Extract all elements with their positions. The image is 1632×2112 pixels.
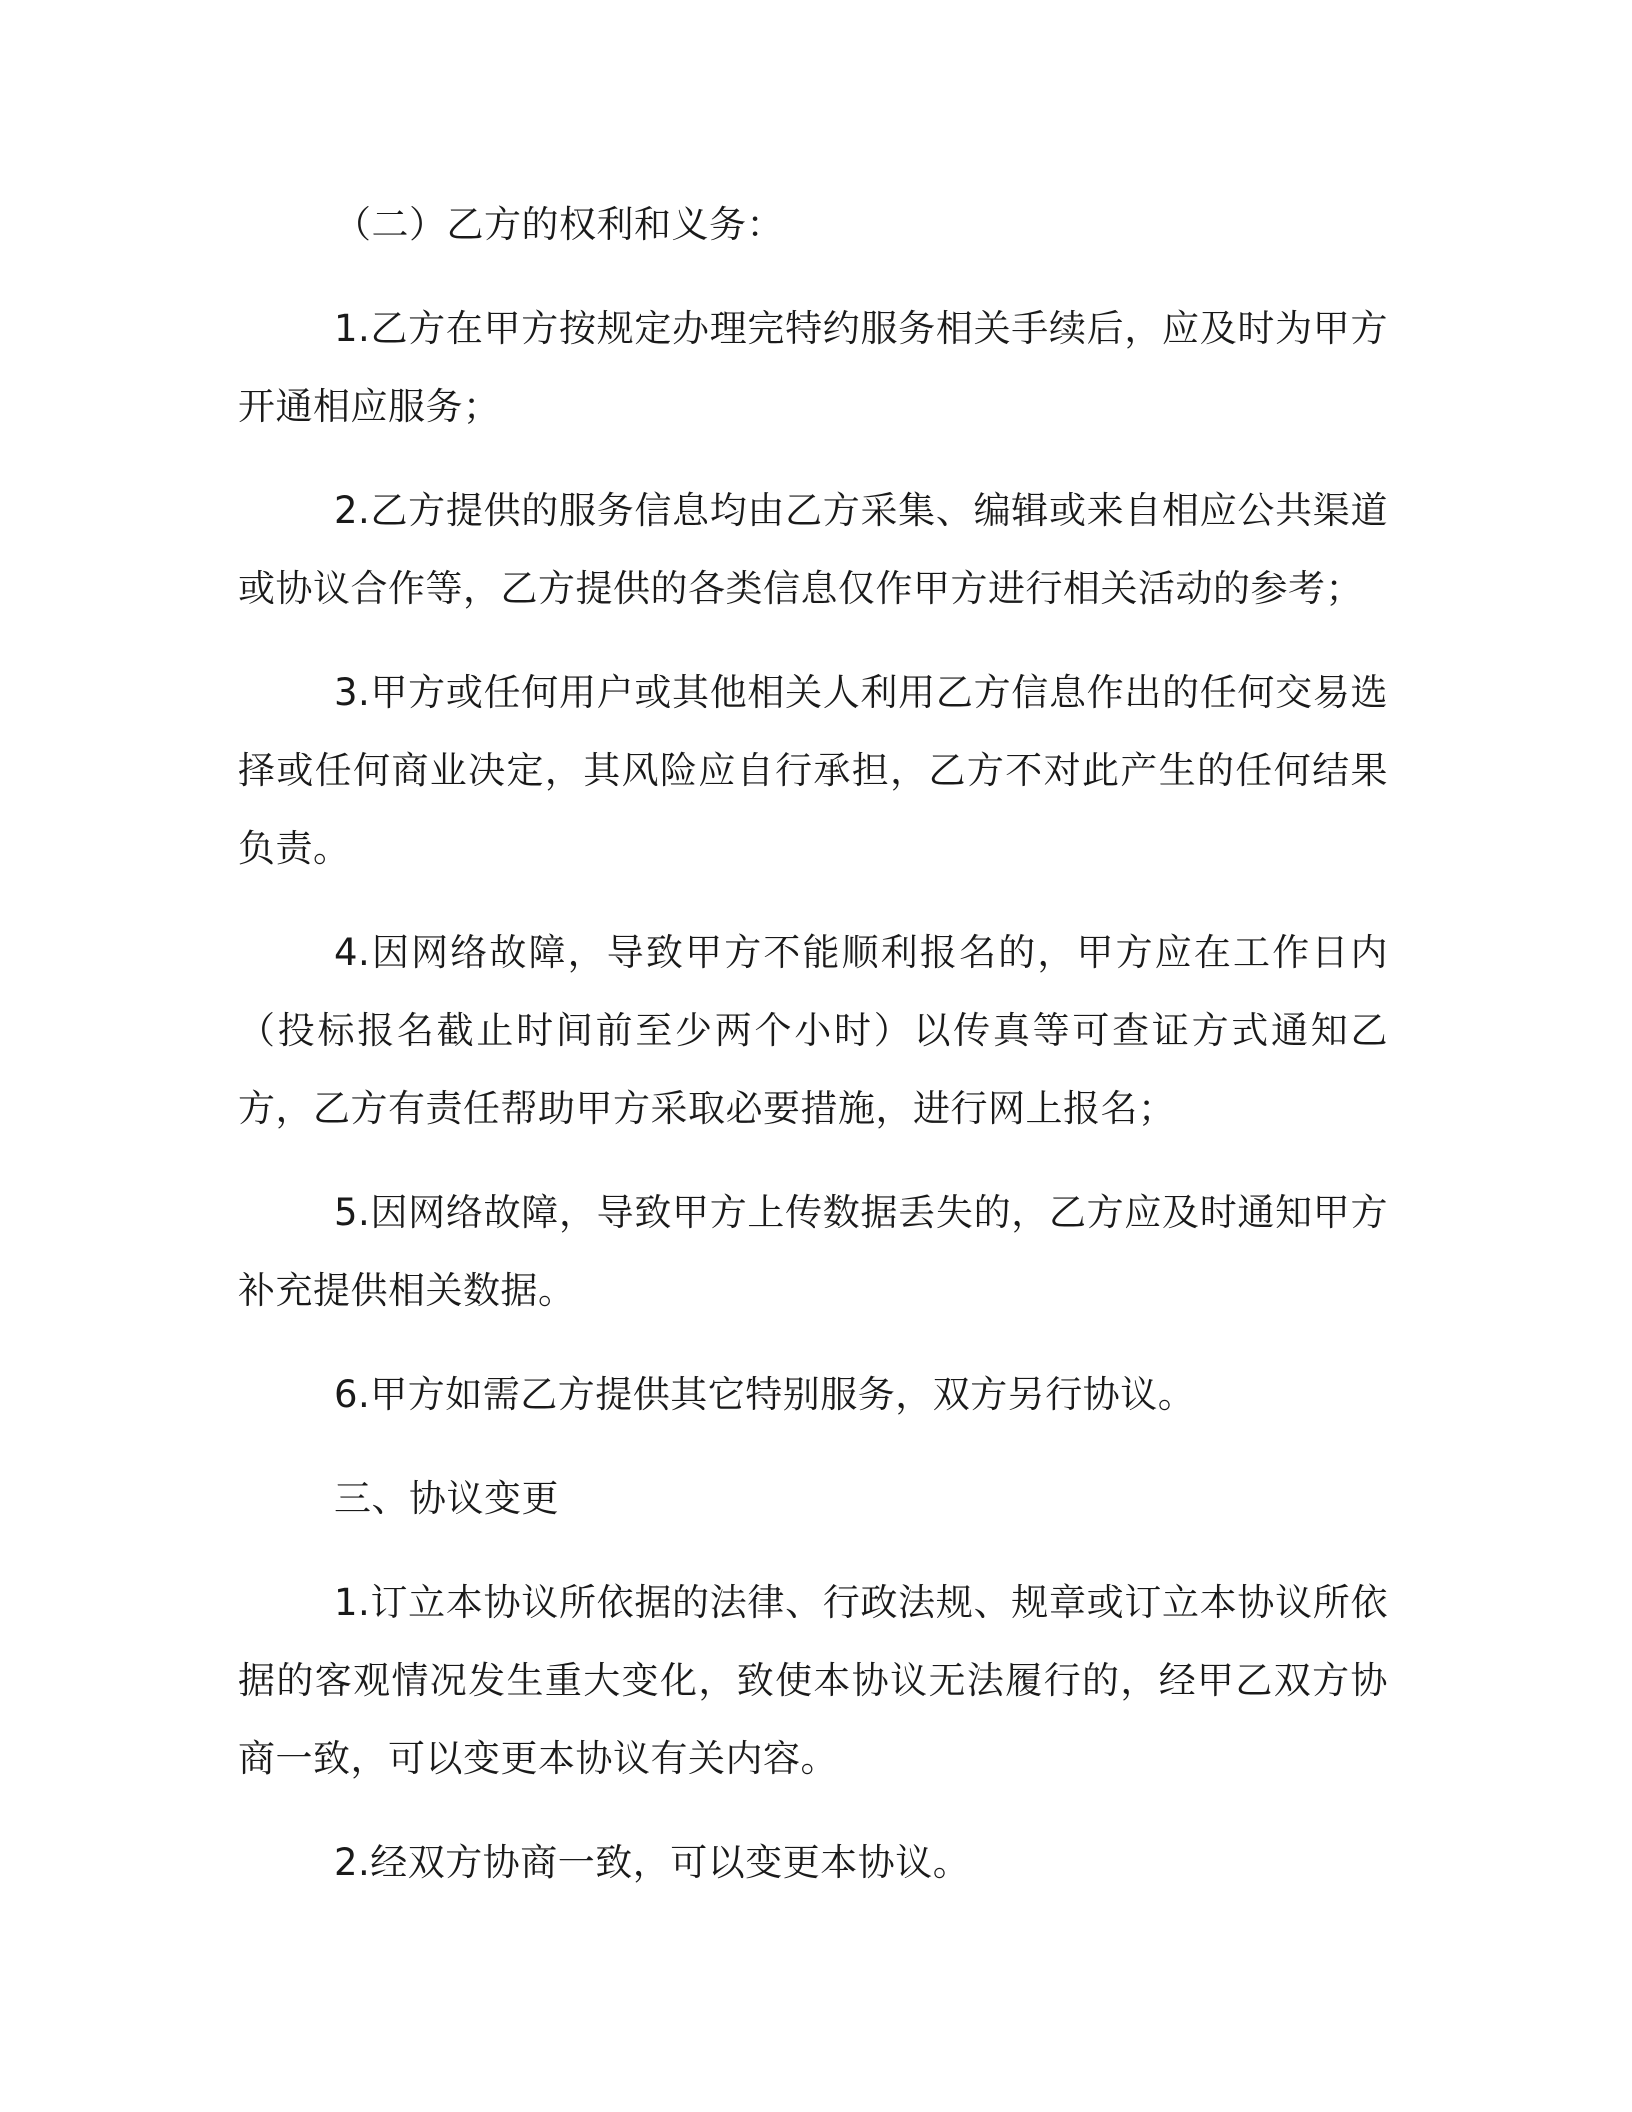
paragraph-item-3: 3.甲方或任何用户或其他相关人利用乙方信息作出的任何交易选择或任何商业决定，其风险应自行承担，乙方不对此产生的任何结果负责。 (238, 671, 1388, 870)
paragraph-item-4: 4.因网络故障，导致甲方不能顺利报名的，甲方应在工作日内（投标报名截止时间前至少两个小时）以传真等可查证方式通知乙方，乙方有责任帮助甲方采取必要措施，进行网上报名； (238, 931, 1388, 1130)
paragraph-item-1: 1.乙方在甲方按规定办理完特约服务相关手续后，应及时为甲方开通相应服务； (238, 307, 1388, 428)
section-heading-agreement-change: 三、协议变更 (334, 1477, 559, 1520)
paragraph-change-item-2: 2.经双方协商一致，可以变更本协议。 (334, 1841, 971, 1884)
section-heading-party-b-rights: （二）乙方的权利和义务： (334, 203, 784, 246)
document-body (238, 186, 1388, 1928)
paragraph-item-2: 2.乙方提供的服务信息均由乙方采集、编辑或来自相应公共渠道或协议合作等，乙方提供的各类信息仅作甲方进行相关活动的参考； (238, 489, 1388, 610)
paragraph-item-5: 5.因网络故障，导致甲方上传数据丢失的，乙方应及时通知甲方补充提供相关数据。 (238, 1191, 1388, 1312)
paragraph-item-6: 6.甲方如需乙方提供其它特别服务，双方另行协议。 (334, 1373, 1196, 1416)
paragraph-change-item-1: 1.订立本协议所依据的法律、行政法规、规章或订立本协议所依据的客观情况发生重大变化，致使本协议无法履行的，经甲乙双方协商一致，可以变更本协议有关内容。 (238, 1581, 1388, 1780)
